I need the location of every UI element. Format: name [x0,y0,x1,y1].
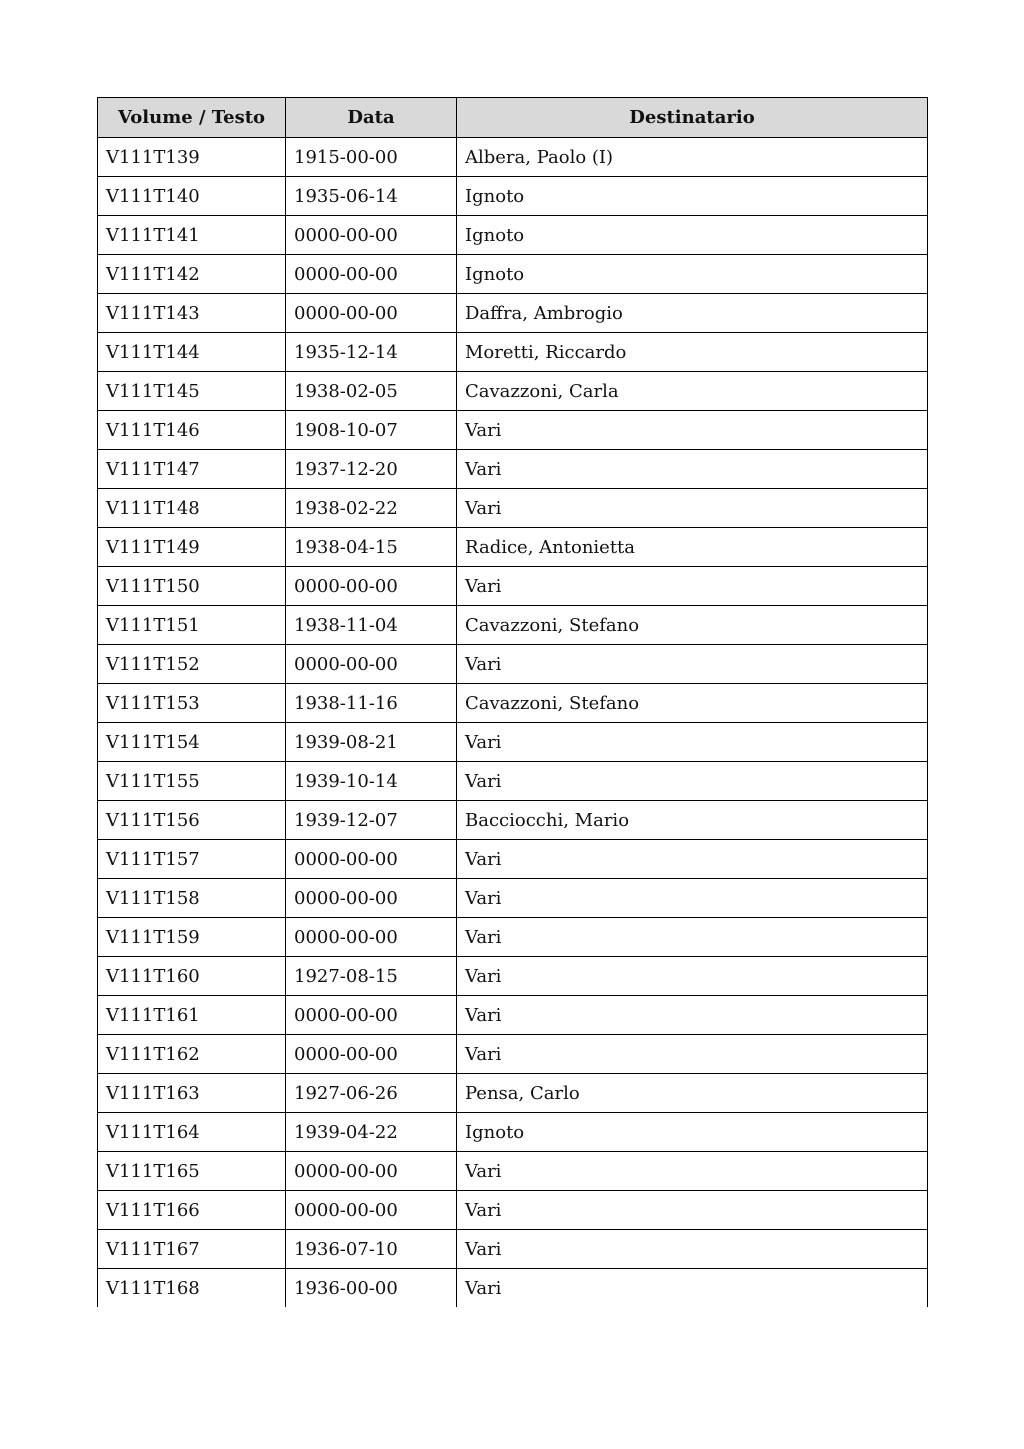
cell-data: 1935-06-14 [286,177,457,216]
cell-destinatario: Radice, Antonietta [457,528,928,567]
cell-destinatario: Vari [457,411,928,450]
table-row [98,372,928,411]
cell-destinatario: Ignoto [457,177,928,216]
cell-data: 1938-11-16 [286,684,457,723]
cell-volume-testo: V111T163 [98,1074,286,1113]
cell-volume-testo: V111T143 [98,294,286,333]
cell-destinatario: Cavazzoni, Stefano [457,606,928,645]
cell-volume-testo: V111T144 [98,333,286,372]
table-row [98,840,928,879]
cell-data: 1908-10-07 [286,411,457,450]
cell-data: 1939-10-14 [286,762,457,801]
cell-destinatario: Cavazzoni, Stefano [457,684,928,723]
column-header-destinatario: Destinatario [457,98,928,138]
cell-volume-testo: V111T155 [98,762,286,801]
cell-destinatario: Vari [457,879,928,918]
cell-destinatario: Cavazzoni, Carla [457,372,928,411]
cell-volume-testo: V111T142 [98,255,286,294]
cell-destinatario: Vari [457,450,928,489]
cell-data: 1927-06-26 [286,1074,457,1113]
cell-data: 0000-00-00 [286,216,457,255]
table-row [98,138,928,177]
cell-destinatario: Vari [457,1152,928,1191]
cell-destinatario: Ignoto [457,216,928,255]
cell-destinatario: Albera, Paolo (I) [457,138,928,177]
cell-data: 0000-00-00 [286,567,457,606]
cell-destinatario: Vari [457,996,928,1035]
cell-destinatario: Vari [457,1269,928,1308]
cell-destinatario: Vari [457,567,928,606]
cell-destinatario: Moretti, Riccardo [457,333,928,372]
cell-destinatario: Vari [457,645,928,684]
cell-data: 1938-11-04 [286,606,457,645]
table-row [98,879,928,918]
cell-destinatario: Vari [457,762,928,801]
table-row [98,255,928,294]
table-row [98,294,928,333]
table-body [98,138,928,1308]
table-row [98,957,928,996]
table-row [98,918,928,957]
table-row [98,1035,928,1074]
cell-volume-testo: V111T139 [98,138,286,177]
cell-volume-testo: V111T159 [98,918,286,957]
cell-destinatario: Daffra, Ambrogio [457,294,928,333]
cell-volume-testo: V111T148 [98,489,286,528]
cell-volume-testo: V111T151 [98,606,286,645]
cell-data: 1938-02-22 [286,489,457,528]
table-row [98,411,928,450]
cell-destinatario: Pensa, Carlo [457,1074,928,1113]
cell-destinatario: Bacciocchi, Mario [457,801,928,840]
cell-volume-testo: V111T157 [98,840,286,879]
cell-volume-testo: V111T165 [98,1152,286,1191]
cell-volume-testo: V111T153 [98,684,286,723]
cell-destinatario: Vari [457,957,928,996]
table-row [98,1152,928,1191]
table-row [98,177,928,216]
table-row [98,762,928,801]
cell-volume-testo: V111T154 [98,723,286,762]
header-row [98,98,928,138]
cell-destinatario: Vari [457,1035,928,1074]
cell-destinatario: Vari [457,723,928,762]
cell-data: 1927-08-15 [286,957,457,996]
table-row [98,645,928,684]
cell-destinatario: Ignoto [457,255,928,294]
cell-volume-testo: V111T146 [98,411,286,450]
cell-data: 0000-00-00 [286,879,457,918]
table-row [98,801,928,840]
cell-volume-testo: V111T158 [98,879,286,918]
table-row [98,1230,928,1269]
cell-volume-testo: V111T160 [98,957,286,996]
cell-data: 0000-00-00 [286,294,457,333]
table-row [98,567,928,606]
cell-volume-testo: V111T156 [98,801,286,840]
letters-table [97,97,928,1307]
table-row [98,489,928,528]
table-row [98,216,928,255]
table-row [98,606,928,645]
cell-data: 1939-08-21 [286,723,457,762]
cell-volume-testo: V111T152 [98,645,286,684]
table-row [98,1113,928,1152]
cell-destinatario: Vari [457,1230,928,1269]
cell-data: 0000-00-00 [286,1152,457,1191]
cell-data: 1935-12-14 [286,333,457,372]
table-row [98,528,928,567]
cell-data: 0000-00-00 [286,255,457,294]
table-row [98,996,928,1035]
cell-data: 1938-02-05 [286,372,457,411]
cell-destinatario: Vari [457,840,928,879]
cell-volume-testo: V111T161 [98,996,286,1035]
cell-data: 0000-00-00 [286,1191,457,1230]
cell-volume-testo: V111T147 [98,450,286,489]
cell-destinatario: Vari [457,1191,928,1230]
column-header-data: Data [286,98,457,138]
table-row [98,684,928,723]
cell-volume-testo: V111T149 [98,528,286,567]
column-header-volume-testo: Volume / Testo [98,98,286,138]
cell-volume-testo: V111T150 [98,567,286,606]
cell-volume-testo: V111T162 [98,1035,286,1074]
cell-data: 1936-07-10 [286,1230,457,1269]
cell-volume-testo: V111T141 [98,216,286,255]
cell-data: 0000-00-00 [286,996,457,1035]
table-row [98,333,928,372]
table-header [98,98,928,138]
cell-data: 1939-12-07 [286,801,457,840]
cell-data: 1915-00-00 [286,138,457,177]
cell-volume-testo: V111T168 [98,1269,286,1308]
cell-destinatario: Vari [457,918,928,957]
cell-data: 1939-04-22 [286,1113,457,1152]
cell-destinatario: Vari [457,489,928,528]
cell-data: 1938-04-15 [286,528,457,567]
cell-data: 0000-00-00 [286,840,457,879]
table-row [98,1074,928,1113]
cell-data: 1937-12-20 [286,450,457,489]
cell-volume-testo: V111T166 [98,1191,286,1230]
cell-volume-testo: V111T140 [98,177,286,216]
cell-volume-testo: V111T145 [98,372,286,411]
table-row [98,450,928,489]
table-row [98,1191,928,1230]
table-row [98,1269,928,1308]
cell-data: 0000-00-00 [286,645,457,684]
cell-data: 0000-00-00 [286,918,457,957]
cell-destinatario: Ignoto [457,1113,928,1152]
cell-data: 1936-00-00 [286,1269,457,1308]
cell-volume-testo: V111T164 [98,1113,286,1152]
cell-volume-testo: V111T167 [98,1230,286,1269]
cell-data: 0000-00-00 [286,1035,457,1074]
table-row [98,723,928,762]
